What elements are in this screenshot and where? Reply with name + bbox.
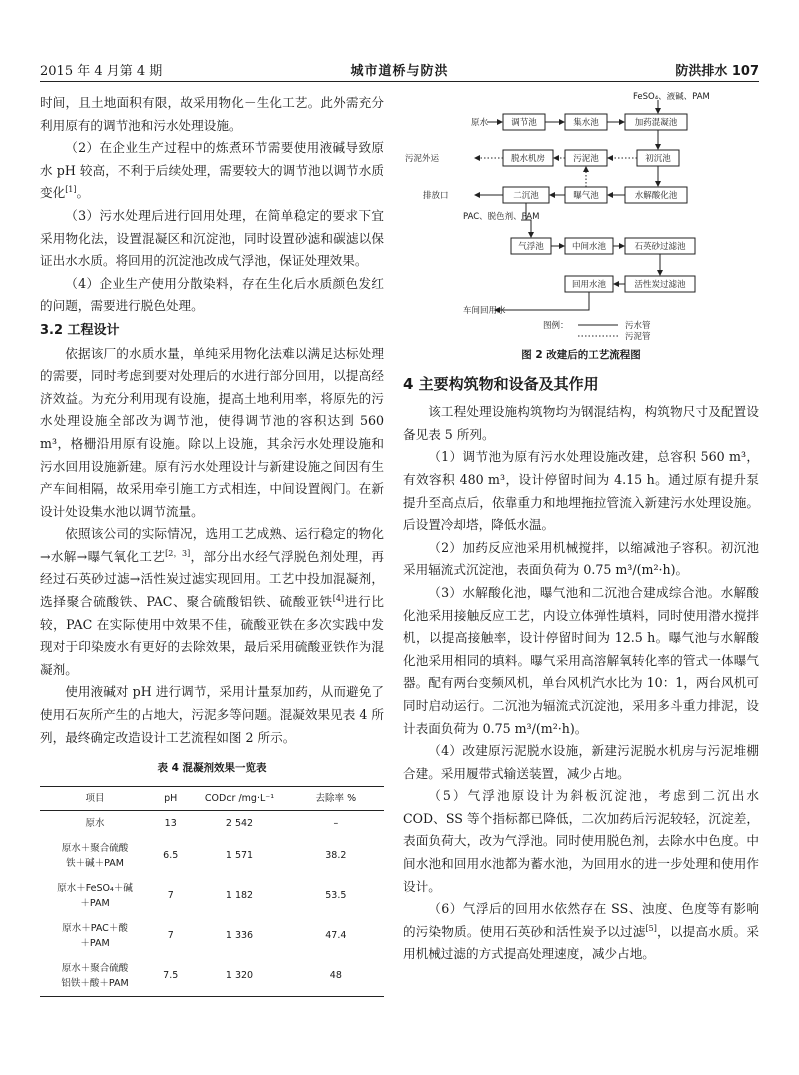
box-label: 气浮池: [518, 242, 544, 252]
paragraph: （2）加药反应池采用机械搅拌，以缩减池子容积。初沉池采用辐流式沉淀池，表面负荷为 0.75 m³/(m²·h)。: [403, 539, 759, 578]
table-row: [40, 956, 384, 997]
box-label: 初沉池: [645, 154, 671, 164]
table-row: [40, 876, 384, 916]
table-cell-rate: –: [333, 817, 339, 829]
paragraph: （6）气浮后的回用水依然存在 SS、浊度、色度等有影响的污染物质。使用石英砂和活性炭予以过滤[5]，以提高水质。采用机械过滤的方式提高处理速度，减少占地。: [403, 901, 760, 962]
coagulant-table: [40, 786, 384, 997]
label-discharge: 排放口: [423, 191, 449, 201]
table-cell-ph: 7: [167, 890, 174, 902]
paragraph: （4）企业生产使用分散染料，存在生化后水质颜色发红的问题，需要进行脱色处理。: [40, 275, 384, 314]
table-row: [40, 916, 384, 956]
label-reuse-water: 车间回用水: [463, 306, 506, 316]
section-heading-4: 4 主要构筑物和设备及其作用: [403, 374, 599, 393]
legend-sewage: 污水管: [625, 321, 651, 331]
box-label: 中间水池: [571, 242, 607, 252]
label-raw-water: 原水: [471, 118, 489, 128]
paragraph: （5）气浮池原设计为斜板沉淀池，考虑到二沉出水 COD、SS 等个指标都已降低，二次加药后污泥较轻，沉淀差，表面负荷大，改为气浮池。同时使用脱色剂，去除水中色度。中间水池和回用水池都为蓄水池，为回用水的进一步处理和使用作设计。: [403, 788, 759, 894]
table-header-item: 项目: [40, 786, 150, 810]
box-label: 活性炭过滤池: [634, 280, 686, 290]
citation: [5]: [645, 923, 657, 933]
table-cell-ph: 7: [167, 930, 174, 942]
table-cell-rate: 47.4: [325, 930, 347, 942]
citation: [1]: [65, 185, 77, 195]
box-label: 污泥池: [573, 154, 599, 164]
table-cell-item: 原水＋聚合硫酸 铁＋碱＋PAM: [61, 842, 129, 869]
header-rule: [40, 81, 759, 82]
table-cell-cod: 1 336: [225, 930, 254, 942]
table-cell-rate: 38.2: [325, 850, 347, 862]
paragraph: 使用液碱对 pH 进行调节，采用计量泵加药，从而避免了使用石灰所产生的占地大，污泥多等问题。混凝效果见表 4 所列，最终确定改造设计工艺流程如图 2 所示。: [40, 684, 384, 745]
paragraph: 该工程处理设施构筑物均为钢混结构，构筑物尺寸及配置设备见表 5 所列。: [403, 404, 759, 442]
table-cell-cod: 2 542: [225, 817, 254, 829]
table-header-row: [40, 786, 384, 810]
paragraph: （1）调节池为原有污水处理设施改建，总容积 560 m³，有效容积 480 m³，设计停留时间为 4.15 h。通过原有提升泵提升至高点后，依靠重力和地埋拖拉管流入新建污水处理设施。后设置冷却塔，降低水温。: [403, 449, 759, 533]
flow-diagram-svg: [403, 92, 759, 342]
paragraph: 依据该厂的水质水量，单纯采用物化法难以满足达标处理的需要，同时考虑到要对处理后的水进行部分回用，以提高经济效益。为充分利用现有设施，提高土地利用率，将原先的污水处理设施全部改为调节池，使得调节池的容积达到 560 m³，格栅沿用原有设施。除以上设施，其余污水处理设施和污水回用设施新建。原有污水处理设计与新建设施之间因有生产车间相隔，故采用牵引施工方式相连，中间设置阀门。在新设计处设集水池以调节流量。: [40, 345, 384, 519]
label-chem-mid: PAC、脱色剂、PAM: [463, 212, 540, 222]
table-row: [40, 836, 384, 876]
process-flow-diagram: [403, 92, 759, 342]
left-column: [40, 92, 384, 997]
figure-caption: 图 2 改建后的工艺流程图: [521, 349, 641, 361]
table-header-rate: 去除率 %: [288, 786, 384, 810]
box-label: 二沉池: [513, 191, 539, 201]
table-caption: 表 4 混凝剂效果一览表: [157, 762, 267, 775]
table-cell-item: 原水: [85, 817, 105, 829]
label-chem-top: FeSO₄、液碱、PAM: [633, 92, 710, 102]
citation: [4]: [332, 593, 345, 603]
legend-sludge: 污泥管: [625, 332, 651, 342]
table-row: [40, 810, 384, 836]
box-label: 集水池: [573, 118, 599, 128]
paragraph: 依照该公司的实际情况，选用工艺成熟、运行稳定的物化→水解→曝气氧化工艺[2，3]，部分出水经气浮脱色剂处理，再经过石英砂过滤→活性炭过滤实现回用。工艺中投加混凝剂，选择聚合硫酸铁、PAC、聚合硫酸铝铁、硫酸亚铁[4]进行比较，PAC 在实际使用中效果不佳，硫酸亚铁在多次实践中发现对于印染废水有更好的去除效果，最后采用硫酸亚铁作为混凝剂。: [40, 526, 385, 677]
table-cell-ph: 7.5: [150, 956, 191, 997]
table-cell-ph: 6.5: [163, 850, 179, 862]
box-label: 回用水池: [571, 280, 607, 290]
running-header-issue: 2015 年 4 月第 4 期: [40, 64, 163, 79]
box-label: 水解酸化池: [634, 191, 678, 201]
box-label: 调节池: [511, 118, 537, 128]
running-header-section-page: 防洪排水 107: [675, 64, 759, 79]
label-sludge-out: 污泥外运: [405, 154, 440, 164]
paragraph: （4）改建原污泥脱水设施，新建污泥脱水机房与污泥堆棚合建。采用履带式输送装置，减少占地。: [403, 743, 759, 781]
table-cell-rate: 48: [288, 956, 384, 997]
table-cell-ph: 13: [164, 817, 177, 829]
paragraph: （2）在企业生产过程中的炼煮环节需要使用液碱导致原水 pH 较高，不利于后续处理，需要较大的调节池以调节水质变化[1]。: [40, 140, 384, 201]
box-label: 加药混凝池: [634, 118, 678, 128]
box-label: 脱水机房: [510, 154, 546, 164]
table-cell-item: 原水＋聚合硫酸 铝铁＋酸＋PAM: [40, 956, 150, 997]
section-heading-3-2: 3.2 工程设计: [40, 322, 120, 338]
legend-title: 图例：: [543, 321, 569, 331]
table-cell-item: 原水＋FeSO₄＋碱 ＋PAM: [57, 882, 133, 909]
right-column: [403, 92, 759, 966]
paragraph: 时间，且土地面积有限，故采用物化－生化工艺。此外需充分利用原有的调节池和污水处理设施。: [40, 95, 384, 133]
citation: [2，3]: [165, 548, 191, 558]
running-header-journal: 城市道桥与防洪: [350, 64, 449, 79]
table-cell-item: 原水＋PAC＋酸 ＋PAM: [62, 922, 128, 949]
table-cell-cod: 1 182: [225, 890, 254, 902]
paragraph: （3）水解酸化池，曝气池和二沉池合建成综合池。水解酸化池采用接触反应工艺，内设立体弹性填料，同时使用潜水搅拌机，以提高接触率，设计停留时间为 12.5 h。曝气池与水解酸化池采用相同的填料。曝气采用高溶解氧转化率的管式一体曝气器。配有两台变频风机，单台风机汽水比为 10：1，两台风机可同时启动运行。二沉池为辐流式沉淀池，采用多斗重力排泥，设计表面负荷为 0.75 m³/(m²·h)。: [403, 584, 759, 736]
table-cell-cod: 1 320: [191, 956, 287, 997]
table-header-ph: pH: [150, 786, 191, 810]
box-label: 曝气池: [573, 191, 599, 201]
table-cell-rate: 53.5: [325, 890, 347, 902]
box-label: 石英砂过滤池: [634, 242, 686, 252]
table-cell-cod: 1 571: [225, 850, 254, 862]
table-header-cod: CODcr /mg·L⁻¹: [191, 786, 287, 810]
paragraph: （3）污水处理后进行回用处理，在简单稳定的要求下宜采用物化法，设置混凝区和沉淀池，同时设置砂滤和碳滤以保证出水水质。将回用的沉淀池改成气浮池，保证处理效果。: [40, 207, 384, 269]
